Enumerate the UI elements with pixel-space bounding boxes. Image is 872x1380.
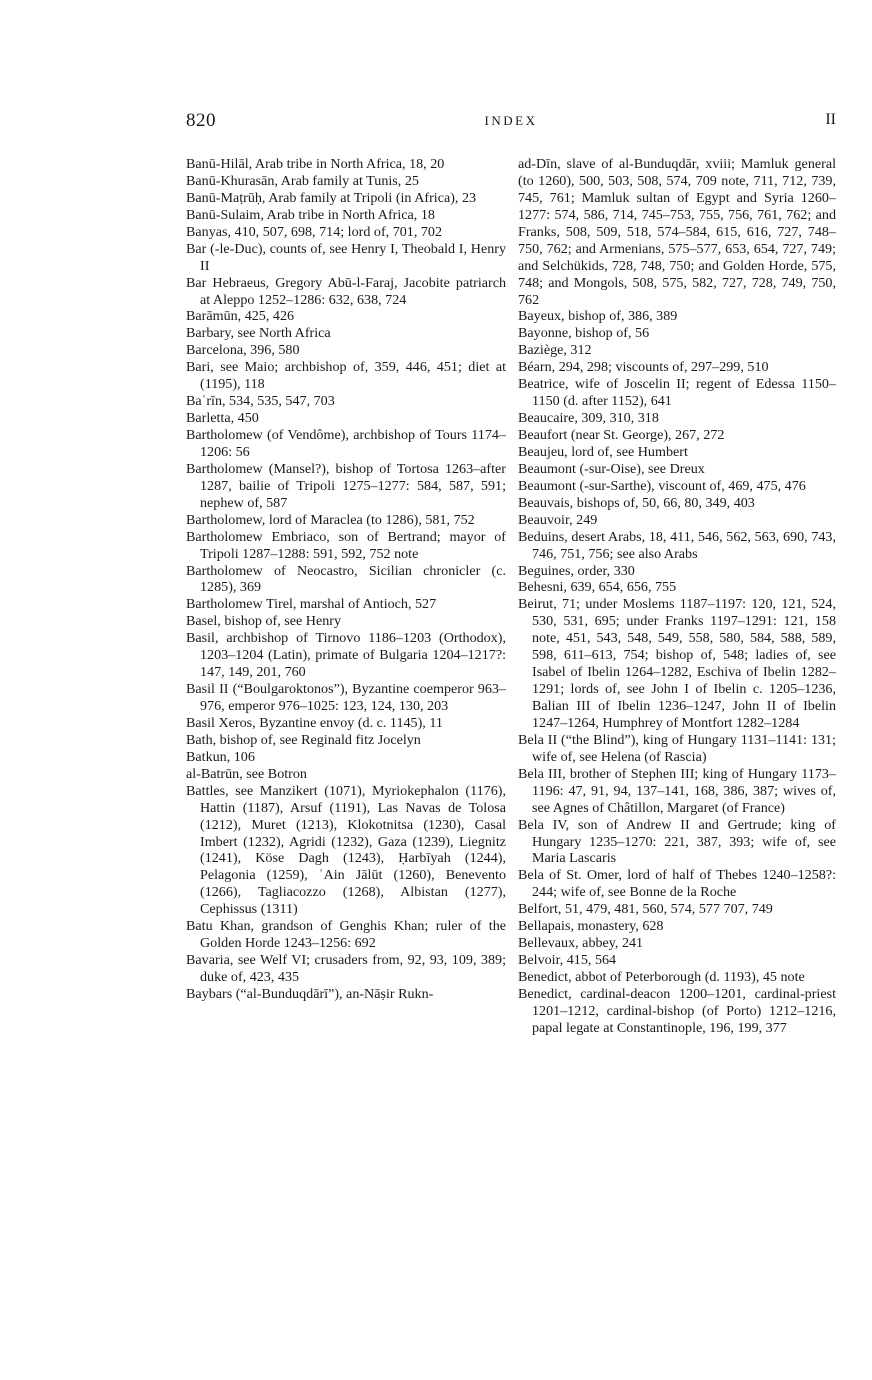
index-entry: Beauvais, bishops of, 50, 66, 80, 349, 403	[518, 494, 755, 511]
index-entry: Bavaria, see Welf VI; crusaders from, 92, 93, 109, 389; duke of, 423, 435	[186, 952, 506, 985]
index-column-right	[518, 156, 836, 1037]
index-entry: Bela III, brother of Stephen III; king of Hungary 1173–1196: 47, 91, 94, 137–141, 168, 386, 387; wives of, see Agnes of Châtillon, Margaret (of France)	[518, 765, 836, 816]
index-entry: Battles, see Manzikert (1071), Myriokephalon (1176), Hattin (1187), Arsuf (1191), Las Navas de Tolosa (1212), Muret (1213), Klokotnitsa (1230), Casal Imbert (1232), Agridi (1232), Gaza (1239), Liegnitz (1241), Köse Dagh (1243), Ḥarbīyah (1244), Pelagonia (1259), ʿAin Jālūt (1260), Benevento (1266), Tagliacozzo (1268), Albistan (1277), Cephissus (1311)	[186, 782, 506, 918]
index-entry: Belfort, 51, 479, 481, 560, 574, 577 707, 749	[518, 901, 773, 918]
running-title: INDEX	[484, 113, 538, 128]
volume-number: II	[825, 111, 836, 128]
index-entry: Beaucaire, 309, 310, 318	[518, 410, 659, 427]
index-entry: Banū-Hilāl, Arab tribe in North Africa, 18, 20	[186, 156, 445, 172]
index-entry: Bartholomew Embriaco, son of Bertrand; mayor of Tripoli 1287–1288: 591, 592, 752 note	[186, 528, 506, 562]
index-entry: Beaumont (-sur-Oise), see Dreux	[518, 460, 705, 477]
index-entry: Beduins, desert Arabs, 18, 411, 546, 562, 563, 690, 743, 746, 751, 756; see also Arabs	[518, 528, 836, 562]
index-entry: Bath, bishop of, see Reginald fitz Jocelyn	[186, 731, 421, 748]
index-entry: Beirut, 71; under Moslems 1187–1197: 120, 121, 524, 530, 531, 695; under Franks 1197–1291: 121, 158 note, 451, 543, 548, 549, 558, 580, 584, 588, 589, 598, 611–613, 754; bishop of, 548; ladies of, see Isabel of Ibelin 1264–1282, Eschiva of Ibelin 1282–1291; lords of, see John I of Ibelin c. 1205–1236, Balian III of Ibelin 1236–1247, John II of Ibelin 1247–1264, Humphrey of Montfort 1282–1284	[518, 596, 836, 731]
index-entry: Bayonne, bishop of, 56	[518, 325, 650, 342]
index-entry: Barcelona, 396, 580	[186, 342, 300, 359]
index-entry: Bellapais, monastery, 628	[518, 918, 664, 935]
index-entry: Banū-Sulaim, Arab tribe in North Africa, 18	[186, 206, 435, 223]
page-number: 820	[186, 110, 216, 131]
index-entry: Banyas, 410, 507, 698, 714; lord of, 701, 702	[186, 223, 443, 240]
index-entry: Bellevaux, abbey, 241	[518, 935, 644, 952]
index-entry: Baybars (“al-Bunduqdārī”), an-Nāṣir Rukn-	[186, 985, 434, 1002]
index-entry: Bartholomew, lord of Maraclea (to 1286), 581, 752	[186, 511, 475, 528]
index-entry: Barbary, see North Africa	[186, 325, 331, 342]
index-entry: Bartholomew (Mansel?), bishop of Tortosa 1263–after 1287, bailie of Tripoli 1275–1277: 584, 587, 591; nephew of, 587	[186, 460, 506, 511]
index-entry: Behesni, 639, 654, 656, 755	[518, 579, 677, 596]
index-entry: al-Batrūn, see Botron	[186, 765, 307, 782]
index-column-left	[186, 156, 506, 1003]
index-entry: Baʿrīn, 534, 535, 547, 703	[186, 393, 335, 410]
index-entry: Bartholomew of Neocastro, Sicilian chronicler (c. 1285), 369	[186, 562, 506, 596]
index-entry: Basil, archbishop of Tirnovo 1186–1203 (Orthodox), 1203–1204 (Latin), primate of Bulgaria 1204–1217?: 147, 149, 201, 760	[186, 630, 506, 681]
index-entry: Banū-Maṭrūḥ, Arab family at Tripoli (in Africa), 23	[186, 189, 477, 206]
index-entry: Barletta, 450	[186, 410, 259, 427]
index-entry: Beaufort (near St. George), 267, 272	[518, 427, 725, 443]
index-entry: Banū-Khurasān, Arab family at Tunis, 25	[186, 172, 419, 189]
index-entry: Basil II (“Boulgaroktonos”), Byzantine coemperor 963–976, emperor 976–1025: 123, 124, 130, 203	[186, 681, 506, 714]
index-entry: Basel, bishop of, see Henry	[186, 613, 341, 630]
index-entry: Bela II (“the Blind”), king of Hungary 1131–1141: 131; wife of, see Helena (of Rascia)	[518, 731, 836, 765]
index-entry: Beaumont (-sur-Sarthe), viscount of, 469, 475, 476	[518, 477, 806, 494]
index-entry: Bartholomew (of Vendôme), archbishop of Tours 1174–1206: 56	[186, 427, 506, 460]
index-entry: Basil Xeros, Byzantine envoy (d. c. 1145), 11	[186, 714, 443, 731]
index-entry: Beatrice, wife of Joscelin II; regent of Edessa 1150–1150 (d. after 1152), 641	[518, 376, 836, 410]
index-entry: Batkun, 106	[186, 748, 255, 765]
index-entry: Baziège, 312	[518, 342, 592, 359]
continued-entry: ad-Dīn, slave of al-Bunduqdār, xviii; Mamluk general (to 1260), 500, 503, 508, 574, 709 note, 711, 712, 739, 745, 761; Mamluk sultan of Egypt and Syria 1260–1277: 574, 586, 714, 745–753, 755, 756, 761, 762; and Franks, 508, 509, 518, 574–584, 615, 616, 727, 748–750, 762; and Armenians, 575–577, 653, 654, 727, 749; and Selchükids, 728, 748, 750; and Golden Horde, 575, 748; and Mongols, 508, 575, 582, 727, 728, 749, 750, 762	[518, 156, 836, 308]
index-entry: Barāmūn, 425, 426	[186, 308, 295, 325]
index-entry: Batu Khan, grandson of Genghis Khan; ruler of the Golden Horde 1243–1256: 692	[186, 918, 506, 952]
index-entry: Belvoir, 415, 564	[518, 952, 617, 969]
index-entry: Bartholomew Tirel, marshal of Antioch, 527	[186, 596, 437, 613]
index-entry: Bela IV, son of Andrew II and Gertrude; king of Hungary 1235–1270: 221, 387, 393; wife of, see Maria Lascaris	[518, 816, 836, 867]
index-entry: Bar (-le-Duc), counts of, see Henry I, Theobald I, Henry II	[186, 240, 506, 274]
index-entry: Beaujeu, lord of, see Humbert	[518, 443, 688, 460]
index-entry: Beguines, order, 330	[518, 562, 635, 579]
index-entry: Beauvoir, 249	[518, 511, 598, 528]
index-entry: Bayeux, bishop of, 386, 389	[518, 308, 678, 325]
index-entry: Bari, see Maio; archbishop of, 359, 446, 451; diet at (1195), 118	[186, 359, 506, 393]
index-entry: Bar Hebraeus, Gregory Abū-l-Faraj, Jacobite patriarch at Aleppo 1252–1286: 632, 638, 724	[186, 274, 506, 308]
running-header	[186, 110, 836, 136]
index-entry: Benedict, abbot of Peterborough (d. 1193), 45 note	[518, 969, 805, 985]
index-entry: Benedict, cardinal-deacon 1200–1201, cardinal-priest 1201–1212, cardinal-bishop (of Porto) 1212–1216, papal legate at Constantinople, 196, 199, 377	[518, 985, 836, 1036]
index-entry: Béarn, 294, 298; viscounts of, 297–299, 510	[518, 359, 769, 376]
index-entry: Bela of St. Omer, lord of half of Thebes 1240–1258?: 244; wife of, see Bonne de la Roche	[518, 867, 836, 901]
